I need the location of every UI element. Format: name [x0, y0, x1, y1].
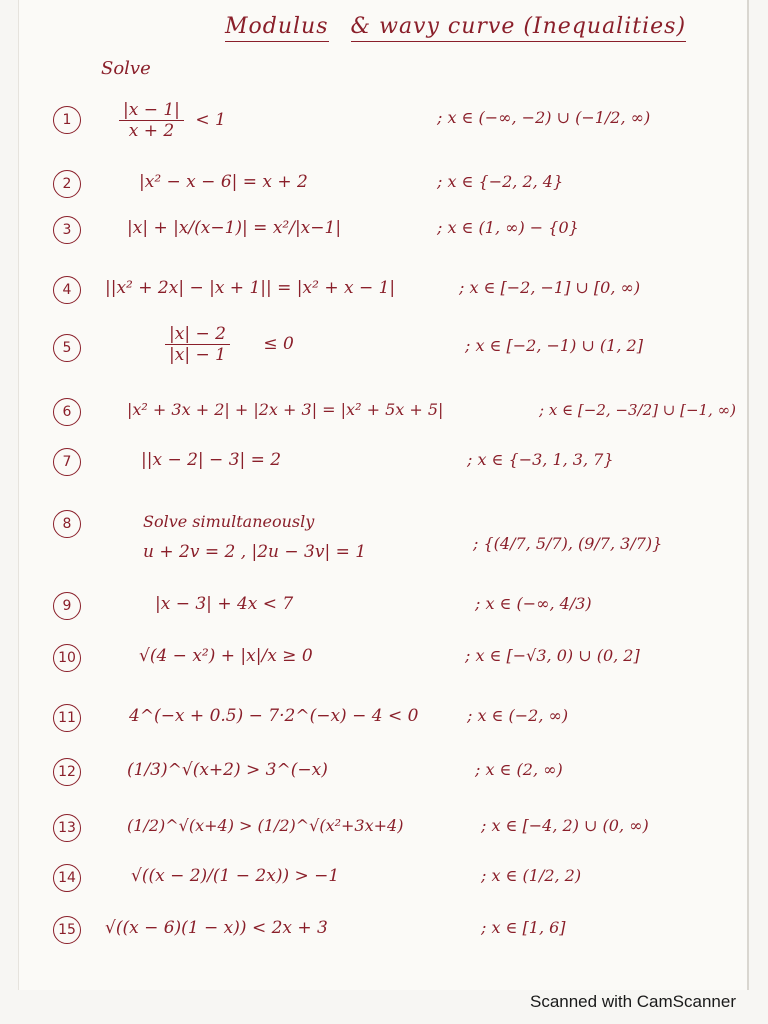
- problem-answer: ; x ∈ {−2, 2, 4}: [437, 172, 564, 191]
- problem-10: [19, 642, 747, 682]
- problem-5: [19, 324, 747, 372]
- problem-14: [19, 862, 747, 902]
- problem-question: |x − 3| + 4x < 7: [155, 594, 294, 614]
- problem-number: 9: [53, 592, 81, 620]
- problem-question: ||x − 2| − 3| = 2: [141, 450, 282, 470]
- problem-number: 1: [53, 106, 81, 134]
- problem-answer: ; x ∈ (−2, ∞): [467, 706, 569, 725]
- scanner-watermark: Scanned with CamScanner: [529, 992, 736, 1011]
- problem-number: 4: [53, 276, 81, 304]
- problem-1: [19, 100, 747, 144]
- fraction: [165, 324, 230, 365]
- problem-question: u + 2v = 2 , |2u − 3v| = 1: [143, 542, 367, 562]
- problem-9: [19, 590, 747, 630]
- problem-answer: ; x ∈ [−2, −1) ∪ (1, 2]: [465, 336, 643, 355]
- title-wavy-curve: & wavy curve (Inequalities): [351, 14, 687, 42]
- problem-answer: ; x ∈ (1, ∞) − {0}: [437, 218, 579, 237]
- problem-answer: ; x ∈ (−∞, −2) ∪ (−1/2, ∞): [437, 108, 651, 127]
- problem-question: ||x² + 2x| − |x + 1|| = |x² + x − 1|: [105, 278, 396, 298]
- problem-11: [19, 702, 747, 742]
- numerator: |x − 1|: [119, 100, 184, 121]
- problem-question: 4^(−x + 0.5) − 7·2^(−x) − 4 < 0: [129, 706, 419, 726]
- problem-question: (1/2)^√(x+4) > (1/2)^√(x²+3x+4): [127, 816, 404, 835]
- problem-question: [159, 324, 294, 365]
- problem-question: √((x − 2)/(1 − 2x)) > −1: [131, 866, 340, 886]
- problem-6: [19, 396, 747, 436]
- problem-question: |x| + |x/(x−1)| = x²/|x−1|: [127, 218, 342, 238]
- problem-instruction: Solve simultaneously: [143, 512, 315, 531]
- problem-number: 14: [53, 864, 81, 892]
- problem-number: 7: [53, 448, 81, 476]
- problem-question: √(4 − x²) + |x|/x ≥ 0: [139, 646, 313, 666]
- problem-answer: ; x ∈ [−2, −1] ∪ [0, ∞): [459, 278, 641, 297]
- problem-number: 15: [53, 916, 81, 944]
- fraction: [119, 100, 184, 141]
- problem-4: [19, 274, 747, 314]
- problem-question: (1/3)^√(x+2) > 3^(−x): [127, 760, 328, 780]
- problem-12: [19, 756, 747, 796]
- problem-number: 3: [53, 216, 81, 244]
- worksheet-page: [18, 0, 749, 990]
- problem-answer: ; {(4/7, 5/7), (9/7, 3/7)}: [473, 534, 663, 553]
- problem-answer: ; x ∈ (2, ∞): [475, 760, 563, 779]
- problem-13: [19, 812, 747, 852]
- problem-question: |x² − x − 6| = x + 2: [139, 172, 308, 192]
- problem-number: 12: [53, 758, 81, 786]
- problem-number: 2: [53, 170, 81, 198]
- problem-question: |x² + 3x + 2| + |2x + 3| = |x² + 5x + 5|: [127, 400, 444, 419]
- problem-number: 6: [53, 398, 81, 426]
- problem-answer: ; x ∈ {−3, 1, 3, 7}: [467, 450, 614, 469]
- numerator: |x| − 2: [165, 324, 230, 345]
- problem-7: [19, 446, 747, 486]
- relation: < 1: [195, 110, 226, 130]
- denominator: |x| − 1: [169, 345, 226, 365]
- problem-number: 10: [53, 644, 81, 672]
- problem-answer: ; x ∈ (1/2, 2): [481, 866, 582, 885]
- problem-3: [19, 214, 747, 254]
- problem-number: 5: [53, 334, 81, 362]
- problem-question: √((x − 6)(1 − x)) < 2x + 3: [105, 918, 328, 938]
- problem-15: [19, 914, 747, 954]
- solve-label: Solve: [101, 58, 151, 79]
- problem-8: [19, 508, 747, 568]
- problem-answer: ; x ∈ [1, 6]: [481, 918, 566, 937]
- problem-answer: ; x ∈ (−∞, 4/3): [475, 594, 592, 613]
- denominator: x + 2: [128, 121, 175, 141]
- problem-answer: ; x ∈ [−4, 2) ∪ (0, ∞): [481, 816, 649, 835]
- problem-number: 13: [53, 814, 81, 842]
- title-modulus: Modulus: [225, 14, 329, 42]
- page-title: [225, 14, 725, 39]
- problem-2: [19, 168, 747, 208]
- problem-answer: ; x ∈ [−√3, 0) ∪ (0, 2]: [465, 646, 640, 665]
- relation: ≤ 0: [263, 334, 294, 354]
- problem-number: 11: [53, 704, 81, 732]
- problem-number: 8: [53, 510, 81, 538]
- problem-answer: ; x ∈ [−2, −3/2] ∪ [−1, ∞): [539, 401, 736, 419]
- problem-question: [113, 100, 226, 141]
